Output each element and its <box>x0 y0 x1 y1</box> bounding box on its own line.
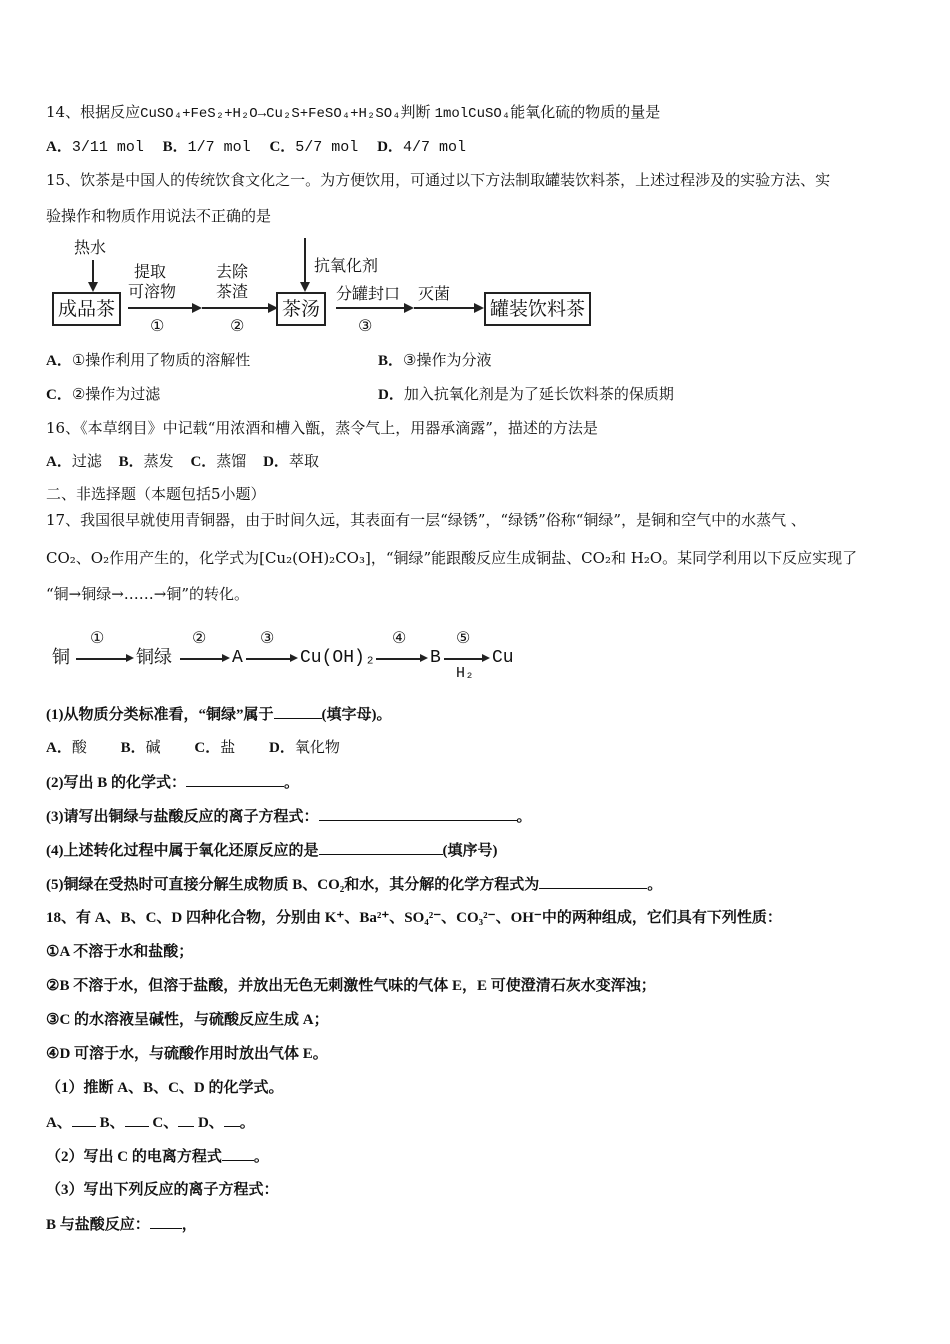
q15-option-d <box>378 384 674 405</box>
q18-property-2: ②B 不溶于水，但溶于盐酸，并放出无色无刺激性气味的气体 E，E 可使澄清石灰水变浑浊； <box>46 978 656 994</box>
q15-option-c-text: ②操作为过滤 <box>71 385 161 403</box>
hot-water-arrow-line <box>92 260 94 284</box>
q18-property-1: ①A 不溶于水和盐酸； <box>46 944 194 960</box>
step1-line <box>128 307 194 309</box>
q17-stem-line1: 17、我国很早就使用青铜器，由于时间久远，其表面有一层“绿锈”，“绿锈”俗称“铜绿”，是铜和空气中的水蒸气 、 <box>46 511 806 529</box>
box-finished-tea: 成品茶 <box>52 292 121 326</box>
q18-sub2-suffix: 。 <box>253 1149 269 1165</box>
chain-cu: Cu <box>492 648 514 668</box>
q14-option-c: 5/7 mol <box>295 139 359 156</box>
chain-arrow4-line <box>376 658 422 660</box>
q15-option-a-text: ①操作利用了物质的溶解性 <box>71 351 251 369</box>
q18-sub1-answers <box>46 1112 255 1133</box>
input-hot-water: 热水 <box>74 238 107 257</box>
q17-option-a: 酸 <box>71 740 87 756</box>
q17-sub1-text: (1)从物质分类标准看，“铜绿”属于 <box>46 707 274 723</box>
chain-arrow5-icon <box>482 654 490 662</box>
q18-property-3: ③C 的水溶液呈碱性，与硫酸反应生成 A； <box>46 1012 329 1028</box>
step2-number: ② <box>230 316 245 335</box>
step1-number: ① <box>150 316 165 335</box>
q17-stem-line2: CO₂、O₂作用产生的，化学式为[Cu₂(OH)₂CO₃]，“铜绿”能跟酸反应生成铜盐、CO₂和 H₂O。某同学利用以下反应实现了 <box>46 549 858 567</box>
q18-answer-d-blank[interactable] <box>224 1112 240 1127</box>
chain-verdigris: 铜绿 <box>136 647 172 668</box>
q17-option-d-letter: D． <box>269 740 295 756</box>
q18-answer-d-label: D、 <box>197 1115 224 1131</box>
q14-reaction: CuSO₄+FeS₂+H₂O→Cu₂S+FeSO₄+H₂SO₄ <box>140 106 401 122</box>
antioxidant-arrow-icon <box>300 282 310 292</box>
q18-sub3-item <box>46 1214 197 1235</box>
q16-option-d: 萃取 <box>288 452 319 470</box>
chain-arrow2-icon <box>222 654 230 662</box>
q18-answer-b-label: B、 <box>99 1115 125 1131</box>
q18-sub2-text: （2）写出 C 的电离方程式 <box>46 1149 222 1165</box>
q14-option-a-letter: A． <box>46 139 72 155</box>
step1-label-top: 提取 <box>134 262 167 281</box>
q17-option-d: 氧化物 <box>294 740 340 756</box>
q17-sub1 <box>46 704 392 725</box>
q14-option-c-letter: C． <box>269 139 296 155</box>
step1-arrow-icon <box>192 303 202 313</box>
q16-option-b: 蒸发 <box>143 452 174 470</box>
q16-option-a: 过滤 <box>71 452 102 470</box>
q18-answer-b-blank[interactable] <box>125 1112 149 1127</box>
q14-suffix: 能氧化硫的物质的量是 <box>510 103 661 121</box>
q15-option-d-letter: D． <box>378 387 404 403</box>
q18-sub3-item-suffix: ， <box>181 1217 197 1233</box>
q15-option-b-letter: B． <box>378 353 404 369</box>
q18-answer-a-blank[interactable] <box>72 1112 96 1127</box>
q16-option-a-letter: A． <box>46 454 72 470</box>
q18-sub2 <box>46 1146 269 1167</box>
q17-stem-line3: “铜→铜绿→……→铜”的转化。 <box>46 585 250 603</box>
step2-line <box>202 307 270 309</box>
q14-option-d-letter: D． <box>377 139 403 155</box>
q17-sub3-answer-blank[interactable] <box>319 806 517 821</box>
q17-option-c: 盐 <box>220 740 236 756</box>
chain-step2-num: ② <box>192 630 207 648</box>
q15-option-c-letter: C． <box>46 387 72 403</box>
q17-sub2-suffix: 。 <box>284 775 300 791</box>
tea-process-diagram <box>46 238 606 338</box>
q18-sub3: （3）写出下列反应的离子方程式： <box>46 1182 279 1198</box>
chain-step1-num: ① <box>90 630 105 648</box>
input-antioxidant: 抗氧化剂 <box>314 256 379 275</box>
chain-arrow3-line <box>246 658 292 660</box>
q17-sub5-answer-blank[interactable] <box>539 874 647 889</box>
step2-label-top: 去除 <box>216 262 249 281</box>
chain-a: A <box>232 648 243 668</box>
q17-sub5-text: (5)铜绿在受热时可直接分解生成物质 B、CO₂和水，其分解的化学方程式为 <box>46 877 540 893</box>
chain-arrow1-line <box>76 658 128 660</box>
q17-sub1-suffix: (填字母)。 <box>321 707 392 723</box>
chain-arrow4-icon <box>420 654 428 662</box>
q17-sub4-text: (4)上述转化过程中属于氧化还原反应的是 <box>46 843 319 859</box>
q16-options <box>46 451 319 472</box>
box-tea-soup: 茶汤 <box>276 292 326 326</box>
q16-option-c: 蒸馏 <box>216 452 247 470</box>
chain-arrow5-line <box>444 658 484 660</box>
step3-label-b: 灭菌 <box>418 284 451 303</box>
chain-arrow3-icon <box>290 654 298 662</box>
step1-label-bottom: 可溶物 <box>128 282 177 301</box>
q18-answer-end: 。 <box>239 1115 255 1131</box>
q17-sub4 <box>46 840 498 861</box>
q17-option-c-letter: C． <box>194 740 221 756</box>
q17-option-b-letter: B． <box>120 740 146 756</box>
q17-sub3 <box>46 806 532 827</box>
step3-number: ③ <box>358 316 373 335</box>
q15-option-a-letter: A． <box>46 353 72 369</box>
chain-step3-num: ③ <box>260 630 275 648</box>
chain-step5-condition: H₂ <box>456 665 475 682</box>
q15-stem-line2: 验操作和物质作用说法不正确的是 <box>46 207 272 225</box>
q17-sub3-text: (3)请写出铜绿与盐酸反应的离子方程式： <box>46 809 319 825</box>
q16-stem: 16、《本草纲目》中记载“用浓酒和槽入甑，蒸令气上，用器承滴露”，描述的方法是 <box>46 419 598 437</box>
box-canned-tea: 罐装饮料茶 <box>484 292 591 326</box>
q17-sub4-suffix: (填序号) <box>442 843 498 859</box>
q17-sub2-text: (2)写出 B 的化学式： <box>46 775 186 791</box>
q17-option-b: 碱 <box>145 740 161 756</box>
q16-option-d-letter: D． <box>263 454 289 470</box>
q18-stem: 18、有 A、B、C、D 四种化合物，分别由 K⁺、Ba²⁺、SO₄²⁻、CO₃²⁻、OH⁻中的两种组成，它们具有下列性质： <box>46 910 782 926</box>
q16-option-b-letter: B． <box>118 454 144 470</box>
q18-answer-a-label: A、 <box>46 1115 72 1131</box>
q14-prefix: 14、根据反应 <box>46 103 141 121</box>
section-title: 二、非选择题（本题包括5小题） <box>46 485 266 503</box>
q18-answer-c-label: C、 <box>152 1115 179 1131</box>
chain-step5-num: ⑤ <box>456 630 471 648</box>
q17-sub4-answer-blank[interactable] <box>319 840 443 855</box>
q14-option-a: 3/11 mol <box>71 139 144 156</box>
q17-sub1-answer-blank[interactable] <box>274 704 322 719</box>
q18-sub3-item-text: B 与盐酸反应： <box>46 1217 150 1233</box>
q15-option-a <box>46 350 250 371</box>
q15-option-b <box>378 350 491 371</box>
chain-copper: 铜 <box>52 647 70 668</box>
copper-reaction-chain <box>46 630 526 685</box>
q18-sub1: （1）推断 A、B、C、D 的化学式。 <box>46 1080 284 1096</box>
chain-arrow1-icon <box>126 654 134 662</box>
q16-option-c-letter: C． <box>190 454 217 470</box>
step3-line-b <box>414 307 476 309</box>
q15-option-c <box>46 384 160 405</box>
hot-water-arrow-icon <box>88 282 98 292</box>
q17-sub2 <box>46 772 299 793</box>
q14-stem <box>46 102 660 124</box>
chain-step4-num: ④ <box>392 630 407 648</box>
step2-label-bottom: 茶渣 <box>216 282 249 301</box>
q17-sub3-suffix: 。 <box>516 809 532 825</box>
antioxidant-arrow-line <box>304 238 306 284</box>
chain-arrow2-line <box>180 658 224 660</box>
q14-option-b: 1/7 mol <box>187 139 251 156</box>
q15-stem-line1: 15、饮茶是中国人的传统饮食文化之一。为方便饮用，可通过以下方法制取罐装饮料茶，上述过程涉及的实验方法、实 <box>46 171 831 189</box>
q14-option-d: 4/7 mol <box>402 139 466 156</box>
q14-option-b-letter: B． <box>162 139 188 155</box>
step3-arrow-icon-b <box>474 303 484 313</box>
q14-amount: 1molCuSO₄ <box>434 106 511 122</box>
q17-option-a-letter: A． <box>46 740 72 756</box>
q15-option-b-text: ③操作为分液 <box>403 351 492 369</box>
q17-sub5 <box>46 874 662 895</box>
q18-sub3-item-blank[interactable] <box>150 1214 182 1229</box>
step3-arrow-icon-a <box>404 303 414 313</box>
q14-mid: 判断 <box>400 103 431 121</box>
q18-sub2-answer-blank[interactable] <box>222 1146 254 1161</box>
chain-b: B <box>430 648 441 668</box>
chain-cu-oh2: Cu(OH)₂ <box>300 648 376 668</box>
step3-line-a <box>336 307 406 309</box>
q14-options <box>46 136 466 158</box>
q18-answer-c-blank[interactable] <box>178 1112 194 1127</box>
q15-option-d-text: 加入抗氧化剂是为了延长饮料茶的保质期 <box>403 385 674 403</box>
step3-label-a: 分罐封口 <box>336 284 401 303</box>
q18-property-4: ④D 可溶于水，与硫酸作用时放出气体 E。 <box>46 1046 328 1062</box>
q17-sub2-answer-blank[interactable] <box>186 772 284 787</box>
q17-sub1-options <box>46 738 340 758</box>
q17-sub5-suffix: 。 <box>647 877 663 893</box>
